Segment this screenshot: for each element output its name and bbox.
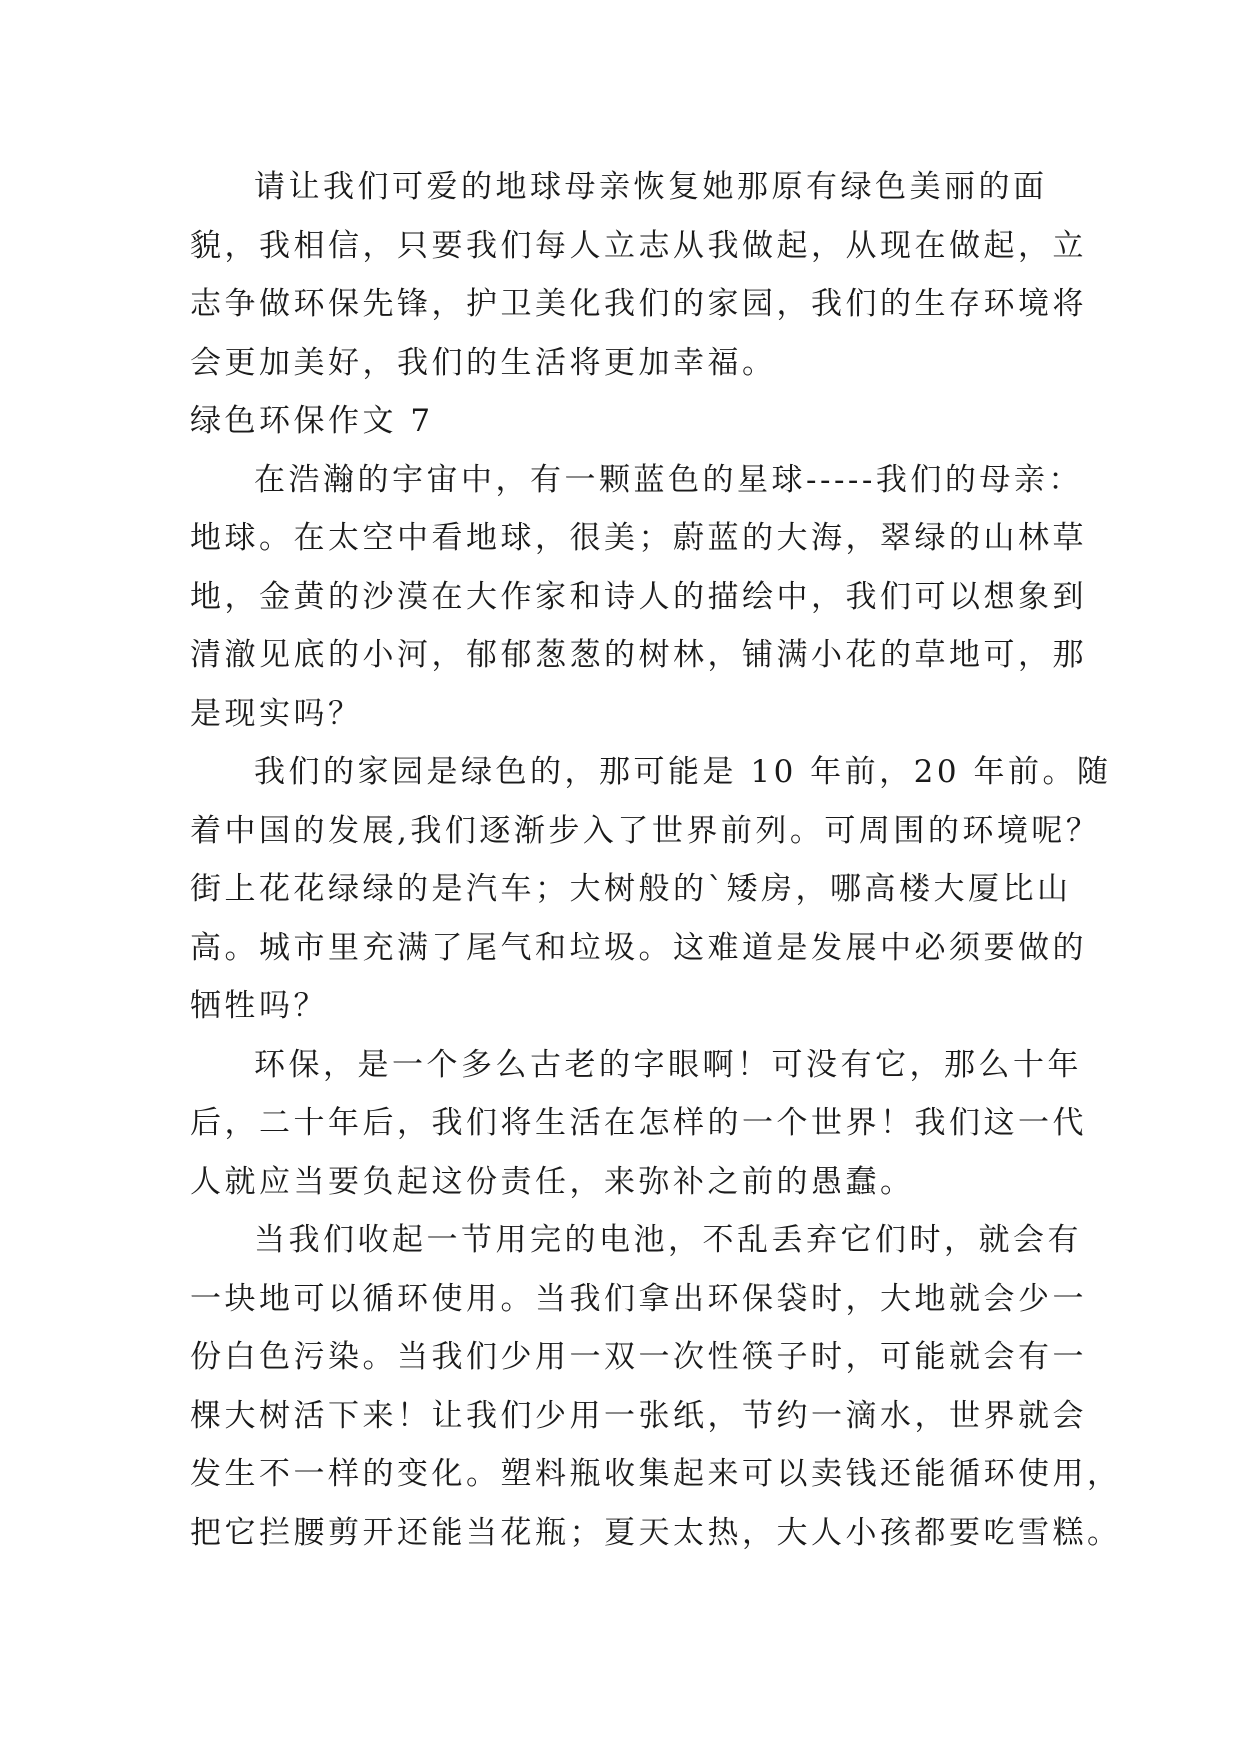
document-body xyxy=(190,158,1122,1562)
text-line: 在浩瀚的宇宙中，有一颗蓝色的星球-----我们的母亲： xyxy=(254,461,1083,498)
text-line: 环保，是一个多么古老的字眼啊！可没有它，那么十年 xyxy=(254,1046,1082,1083)
text-line: 地球。在太空中看地球，很美；蔚蓝的大海，翠绿的山林草 xyxy=(190,520,1087,556)
text-line: 份白色污染。当我们少用一双一次性筷子时，可能就会有一 xyxy=(190,1339,1087,1375)
text-line: 着中国的发展,我们逐渐步入了世界前列。可周围的环境呢？ xyxy=(190,812,1101,849)
text-line: 街上花花绿绿的是汽车；大树般的`矮房，哪高楼大厦比山 xyxy=(190,871,1072,907)
text-line: 地，金黄的沙漠在大作家和诗人的描绘中，我们可以想象到 xyxy=(190,578,1087,615)
text-line: 会更加美好，我们的生活将更加幸福。 xyxy=(190,344,777,381)
text-line: 一块地可以循环使用。当我们拿出环保袋时，大地就会少一 xyxy=(190,1280,1087,1317)
text-line: 把它拦腰剪开还能当花瓶；夏天太热，大人小孩都要吃雪糕。 xyxy=(190,1514,1122,1551)
text-line: 当我们收起一节用完的电池，不乱丢弃它们时，就会有 xyxy=(254,1222,1082,1258)
text-line: 后，二十年后，我们将生活在怎样的一个世界！我们这一代 xyxy=(190,1105,1087,1141)
text-line: 貌，我相信，只要我们每人立志从我做起，从现在做起，立 xyxy=(190,227,1087,264)
text-line: 请让我们可爱的地球母亲恢复她那原有绿色美丽的面 xyxy=(254,169,1048,205)
section-heading: 绿色环保作文 7 xyxy=(190,403,434,439)
text-line: 高。城市里充满了尾气和垃圾。这难道是发展中必须要做的 xyxy=(190,929,1087,966)
text-line: 志争做环保先锋，护卫美化我们的家园，我们的生存环境将 xyxy=(190,286,1087,322)
text-line: 是现实吗？ xyxy=(190,695,363,732)
text-line: 牺牲吗？ xyxy=(190,988,328,1024)
text-line: 发生不一样的变化。塑料瓶收集起来可以卖钱还能循环使用， xyxy=(190,1456,1122,1492)
text-line: 清澈见底的小河，郁郁葱葱的树林，铺满小花的草地可，那 xyxy=(190,637,1087,673)
text-line: 棵大树活下来！让我们少用一张纸，节约一滴水，世界就会 xyxy=(190,1397,1087,1434)
text-line: 人就应当要负起这份责任，来弥补之前的愚蠢。 xyxy=(190,1163,915,1200)
text-line: 我们的家园是绿色的，那可能是 10 年前，20 年前。随 xyxy=(254,754,1112,790)
